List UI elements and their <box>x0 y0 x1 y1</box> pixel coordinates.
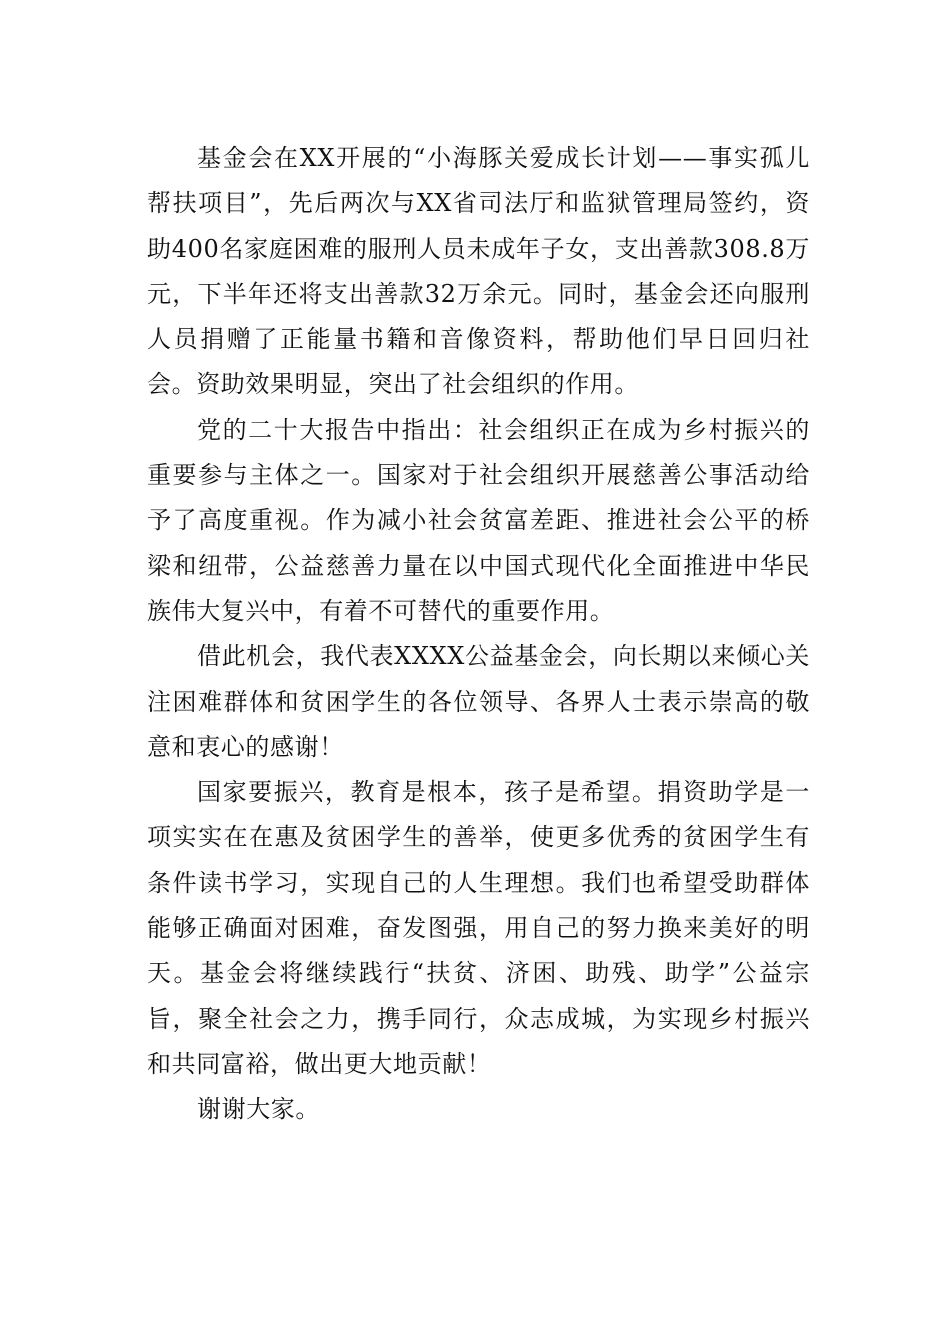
paragraph-party-congress: 党的二十大报告中指出：社会组织正在成为乡村振兴的重要参与主体之一。国家对于社会组织开展慈善公事活动给予了高度重视。作为减小社会贫富差距、推进社会公平的桥梁和纽带，公益慈善力量在以中国式现代化全面推进中华民族伟大复兴中，有着不可替代的重要作用。 <box>147 415 810 625</box>
paragraph-education: 国家要振兴，教育是根本，孩子是希望。捐资助学是一项实实在在惠及贫困学生的善举，使更多优秀的贫困学生有条件读书学习，实现自己的人生理想。我们也希望受助群体能够正确面对困难，奋发图强，用自己的努力换来美好的明天。基金会将继续践行“扶贫、济困、助残、助学”公益宗旨，聚全社会之力，携手同行，众志成城，为实现乡村振兴和共同富裕，做出更大地贡献！ <box>147 778 810 1078</box>
paragraph-closing: 谢谢大家。 <box>197 1095 320 1124</box>
paragraph-gratitude: 借此机会，我代表XXXX公益基金会，向长期以来倾心关注困难群体和贫困学生的各位领导、各界人士表示崇高的敬意和衷心的感谢！ <box>147 642 810 761</box>
paragraph-project-report: 基金会在XX开展的“小海豚关爱成长计划——事实孤儿帮扶项目”，先后两次与XX省司法厅和监狱管理局签约，资助400名家庭困难的服刑人员未成年子女，支出善款308.8万元，下半年还将支出善款32万余元。同时，基金会还向服刑人员捐赠了正能量书籍和音像资料，帮助他们早日回归社会。资助效果明显，突出了社会组织的作用。 <box>147 144 810 399</box>
document-page <box>147 136 810 1133</box>
